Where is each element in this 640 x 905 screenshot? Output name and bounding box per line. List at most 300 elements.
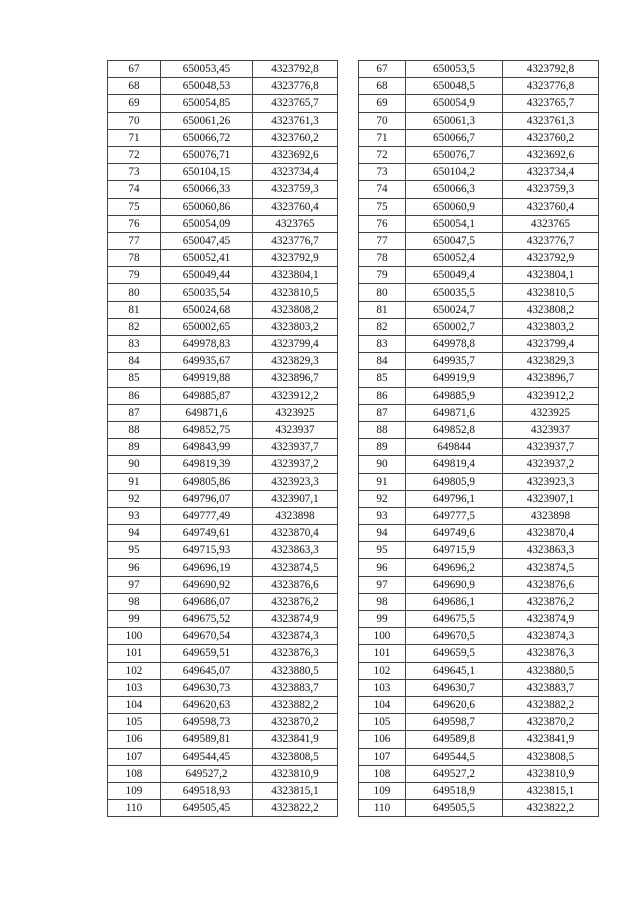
y-coordinate-cell: 4323870,2 — [253, 714, 338, 731]
point-number-cell: 100 — [359, 628, 406, 645]
x-coordinate-cell: 650066,33 — [161, 181, 253, 198]
x-coordinate-cell: 649659,51 — [161, 645, 253, 662]
table-row — [359, 473, 599, 490]
point-number-cell: 98 — [359, 593, 406, 610]
x-coordinate-cell: 649544,5 — [406, 748, 503, 765]
table-row — [108, 765, 338, 782]
x-coordinate-cell: 650024,68 — [161, 301, 253, 318]
coordinates-table-right-body — [359, 61, 599, 817]
x-coordinate-cell: 649749,6 — [406, 525, 503, 542]
y-coordinate-cell: 4323734,4 — [253, 164, 338, 181]
point-number-cell: 89 — [359, 439, 406, 456]
y-coordinate-cell: 4323765 — [253, 215, 338, 232]
table-row — [108, 593, 338, 610]
table-row — [359, 146, 599, 163]
table-row — [108, 439, 338, 456]
y-coordinate-cell: 4323874,3 — [503, 628, 599, 645]
point-number-cell: 78 — [108, 250, 161, 267]
point-number-cell: 94 — [108, 525, 161, 542]
x-coordinate-cell: 650054,09 — [161, 215, 253, 232]
y-coordinate-cell: 4323765 — [503, 215, 599, 232]
y-coordinate-cell: 4323841,9 — [503, 731, 599, 748]
point-number-cell: 102 — [359, 662, 406, 679]
table-row — [359, 318, 599, 335]
table-row — [108, 387, 338, 404]
x-coordinate-cell: 650061,26 — [161, 112, 253, 129]
x-coordinate-cell: 649796,1 — [406, 490, 503, 507]
table-row — [359, 421, 599, 438]
x-coordinate-cell: 649645,07 — [161, 662, 253, 679]
table-row — [359, 696, 599, 713]
x-coordinate-cell: 650066,72 — [161, 129, 253, 146]
x-coordinate-cell: 649805,9 — [406, 473, 503, 490]
y-coordinate-cell: 4323896,7 — [253, 370, 338, 387]
y-coordinate-cell: 4323765,7 — [253, 95, 338, 112]
y-coordinate-cell: 4323808,5 — [253, 748, 338, 765]
y-coordinate-cell: 4323810,5 — [503, 284, 599, 301]
y-coordinate-cell: 4323898 — [503, 507, 599, 524]
table-row — [108, 696, 338, 713]
point-number-cell: 80 — [359, 284, 406, 301]
y-coordinate-cell: 4323912,2 — [503, 387, 599, 404]
table-row — [359, 267, 599, 284]
point-number-cell: 100 — [108, 628, 161, 645]
y-coordinate-cell: 4323776,7 — [253, 232, 338, 249]
point-number-cell: 110 — [108, 800, 161, 817]
x-coordinate-cell: 649844 — [406, 439, 503, 456]
point-number-cell: 73 — [108, 164, 161, 181]
point-number-cell: 70 — [359, 112, 406, 129]
x-coordinate-cell: 650047,5 — [406, 232, 503, 249]
table-row — [108, 731, 338, 748]
y-coordinate-cell: 4323734,4 — [503, 164, 599, 181]
x-coordinate-cell: 650054,1 — [406, 215, 503, 232]
x-coordinate-cell: 650054,85 — [161, 95, 253, 112]
x-coordinate-cell: 649819,4 — [406, 456, 503, 473]
table-row — [359, 301, 599, 318]
point-number-cell: 95 — [108, 542, 161, 559]
table-row — [108, 95, 338, 112]
x-coordinate-cell: 649686,07 — [161, 593, 253, 610]
point-number-cell: 88 — [359, 421, 406, 438]
point-number-cell: 86 — [359, 387, 406, 404]
x-coordinate-cell: 649675,52 — [161, 611, 253, 628]
table-row — [359, 748, 599, 765]
x-coordinate-cell: 649670,5 — [406, 628, 503, 645]
y-coordinate-cell: 4323870,2 — [503, 714, 599, 731]
x-coordinate-cell: 649659,5 — [406, 645, 503, 662]
y-coordinate-cell: 4323804,1 — [253, 267, 338, 284]
table-row — [108, 61, 338, 78]
y-coordinate-cell: 4323815,1 — [253, 782, 338, 799]
point-number-cell: 97 — [359, 576, 406, 593]
x-coordinate-cell: 649518,9 — [406, 782, 503, 799]
point-number-cell: 68 — [359, 78, 406, 95]
y-coordinate-cell: 4323692,6 — [253, 146, 338, 163]
table-row — [108, 164, 338, 181]
y-coordinate-cell: 4323815,1 — [503, 782, 599, 799]
y-coordinate-cell: 4323896,7 — [503, 370, 599, 387]
point-number-cell: 91 — [108, 473, 161, 490]
point-number-cell: 86 — [108, 387, 161, 404]
y-coordinate-cell: 4323822,2 — [253, 800, 338, 817]
table-row — [108, 78, 338, 95]
y-coordinate-cell: 4323880,5 — [253, 662, 338, 679]
table-row — [108, 576, 338, 593]
point-number-cell: 77 — [359, 232, 406, 249]
x-coordinate-cell: 649777,5 — [406, 507, 503, 524]
y-coordinate-cell: 4323876,6 — [503, 576, 599, 593]
table-row — [359, 765, 599, 782]
x-coordinate-cell: 649871,6 — [161, 404, 253, 421]
point-number-cell: 98 — [108, 593, 161, 610]
x-coordinate-cell: 649852,8 — [406, 421, 503, 438]
y-coordinate-cell: 4323829,3 — [253, 353, 338, 370]
x-coordinate-cell: 650024,7 — [406, 301, 503, 318]
point-number-cell: 68 — [108, 78, 161, 95]
point-number-cell: 89 — [108, 439, 161, 456]
x-coordinate-cell: 650060,86 — [161, 198, 253, 215]
x-coordinate-cell: 649696,19 — [161, 559, 253, 576]
x-coordinate-cell: 649675,5 — [406, 611, 503, 628]
table-row — [359, 164, 599, 181]
point-number-cell: 93 — [359, 507, 406, 524]
y-coordinate-cell: 4323792,9 — [253, 250, 338, 267]
x-coordinate-cell: 649777,49 — [161, 507, 253, 524]
table-row — [108, 473, 338, 490]
x-coordinate-cell: 649715,93 — [161, 542, 253, 559]
x-coordinate-cell: 649645,1 — [406, 662, 503, 679]
point-number-cell: 76 — [359, 215, 406, 232]
table-row — [359, 61, 599, 78]
x-coordinate-cell: 650048,53 — [161, 78, 253, 95]
point-number-cell: 105 — [108, 714, 161, 731]
x-coordinate-cell: 649598,7 — [406, 714, 503, 731]
x-coordinate-cell: 649589,8 — [406, 731, 503, 748]
table-row — [359, 387, 599, 404]
x-coordinate-cell: 649843,99 — [161, 439, 253, 456]
table-row — [108, 714, 338, 731]
x-coordinate-cell: 650054,9 — [406, 95, 503, 112]
point-number-cell: 92 — [359, 490, 406, 507]
table-row — [108, 800, 338, 817]
y-coordinate-cell: 4323760,2 — [253, 129, 338, 146]
y-coordinate-cell: 4323907,1 — [503, 490, 599, 507]
y-coordinate-cell: 4323863,3 — [503, 542, 599, 559]
y-coordinate-cell: 4323912,2 — [253, 387, 338, 404]
table-row — [359, 370, 599, 387]
point-number-cell: 87 — [359, 404, 406, 421]
table-row — [108, 490, 338, 507]
point-number-cell: 90 — [108, 456, 161, 473]
y-coordinate-cell: 4323792,8 — [253, 61, 338, 78]
x-coordinate-cell: 649690,92 — [161, 576, 253, 593]
y-coordinate-cell: 4323925 — [503, 404, 599, 421]
table-row — [359, 198, 599, 215]
table-row — [108, 748, 338, 765]
point-number-cell: 83 — [359, 336, 406, 353]
y-coordinate-cell: 4323760,2 — [503, 129, 599, 146]
table-row — [108, 370, 338, 387]
point-number-cell: 94 — [359, 525, 406, 542]
x-coordinate-cell: 650002,65 — [161, 318, 253, 335]
table-row — [108, 645, 338, 662]
y-coordinate-cell: 4323907,1 — [253, 490, 338, 507]
x-coordinate-cell: 649544,45 — [161, 748, 253, 765]
point-number-cell: 91 — [359, 473, 406, 490]
y-coordinate-cell: 4323776,8 — [503, 78, 599, 95]
point-number-cell: 92 — [108, 490, 161, 507]
y-coordinate-cell: 4323876,6 — [253, 576, 338, 593]
point-number-cell: 110 — [359, 800, 406, 817]
point-number-cell: 99 — [108, 611, 161, 628]
y-coordinate-cell: 4323799,4 — [503, 336, 599, 353]
y-coordinate-cell: 4323937,2 — [503, 456, 599, 473]
point-number-cell: 88 — [108, 421, 161, 438]
x-coordinate-cell: 649630,7 — [406, 679, 503, 696]
y-coordinate-cell: 4323874,9 — [253, 611, 338, 628]
y-coordinate-cell: 4323876,3 — [253, 645, 338, 662]
x-coordinate-cell: 650052,41 — [161, 250, 253, 267]
table-row — [108, 421, 338, 438]
y-coordinate-cell: 4323923,3 — [503, 473, 599, 490]
x-coordinate-cell: 650052,4 — [406, 250, 503, 267]
x-coordinate-cell: 650002,7 — [406, 318, 503, 335]
table-row — [359, 250, 599, 267]
x-coordinate-cell: 649686,1 — [406, 593, 503, 610]
point-number-cell: 76 — [108, 215, 161, 232]
x-coordinate-cell: 649630,73 — [161, 679, 253, 696]
table-row — [359, 507, 599, 524]
point-number-cell: 79 — [359, 267, 406, 284]
x-coordinate-cell: 649505,5 — [406, 800, 503, 817]
table-row — [108, 525, 338, 542]
table-row — [359, 611, 599, 628]
table-row — [108, 353, 338, 370]
point-number-cell: 87 — [108, 404, 161, 421]
x-coordinate-cell: 649589,81 — [161, 731, 253, 748]
y-coordinate-cell: 4323937 — [503, 421, 599, 438]
x-coordinate-cell: 650076,7 — [406, 146, 503, 163]
x-coordinate-cell: 649885,9 — [406, 387, 503, 404]
x-coordinate-cell: 649919,88 — [161, 370, 253, 387]
point-number-cell: 105 — [359, 714, 406, 731]
table-row — [359, 215, 599, 232]
x-coordinate-cell: 649527,2 — [406, 765, 503, 782]
y-coordinate-cell: 4323810,5 — [253, 284, 338, 301]
point-number-cell: 75 — [359, 198, 406, 215]
coordinates-table-right — [358, 60, 599, 817]
table-row — [108, 112, 338, 129]
table-row — [359, 456, 599, 473]
x-coordinate-cell: 649935,7 — [406, 353, 503, 370]
y-coordinate-cell: 4323804,1 — [503, 267, 599, 284]
y-coordinate-cell: 4323863,3 — [253, 542, 338, 559]
point-number-cell: 101 — [359, 645, 406, 662]
table-row — [108, 318, 338, 335]
y-coordinate-cell: 4323841,9 — [253, 731, 338, 748]
coordinates-table-left-body — [108, 61, 338, 817]
point-number-cell: 85 — [359, 370, 406, 387]
y-coordinate-cell: 4323810,9 — [503, 765, 599, 782]
point-number-cell: 108 — [359, 765, 406, 782]
y-coordinate-cell: 4323760,4 — [503, 198, 599, 215]
point-number-cell: 84 — [108, 353, 161, 370]
y-coordinate-cell: 4323923,3 — [253, 473, 338, 490]
point-number-cell: 82 — [359, 318, 406, 335]
x-coordinate-cell: 650076,71 — [161, 146, 253, 163]
y-coordinate-cell: 4323883,7 — [253, 679, 338, 696]
y-coordinate-cell: 4323882,2 — [503, 696, 599, 713]
table-row — [359, 336, 599, 353]
point-number-cell: 79 — [108, 267, 161, 284]
x-coordinate-cell: 650053,5 — [406, 61, 503, 78]
point-number-cell: 97 — [108, 576, 161, 593]
x-coordinate-cell: 649670,54 — [161, 628, 253, 645]
point-number-cell: 103 — [108, 679, 161, 696]
y-coordinate-cell: 4323761,3 — [253, 112, 338, 129]
point-number-cell: 69 — [108, 95, 161, 112]
table-row — [359, 490, 599, 507]
x-coordinate-cell: 649819,39 — [161, 456, 253, 473]
table-row — [359, 78, 599, 95]
y-coordinate-cell: 4323874,5 — [503, 559, 599, 576]
point-number-cell: 106 — [359, 731, 406, 748]
table-row — [359, 542, 599, 559]
point-number-cell: 70 — [108, 112, 161, 129]
x-coordinate-cell: 649749,61 — [161, 525, 253, 542]
point-number-cell: 71 — [359, 129, 406, 146]
point-number-cell: 83 — [108, 336, 161, 353]
point-number-cell: 106 — [108, 731, 161, 748]
table-row — [359, 181, 599, 198]
table-row — [108, 611, 338, 628]
table-row — [359, 714, 599, 731]
point-number-cell: 77 — [108, 232, 161, 249]
table-row — [359, 782, 599, 799]
x-coordinate-cell: 650104,15 — [161, 164, 253, 181]
point-number-cell: 72 — [108, 146, 161, 163]
table-row — [359, 645, 599, 662]
table-row — [359, 679, 599, 696]
y-coordinate-cell: 4323874,9 — [503, 611, 599, 628]
x-coordinate-cell: 650053,45 — [161, 61, 253, 78]
x-coordinate-cell: 649935,67 — [161, 353, 253, 370]
y-coordinate-cell: 4323870,4 — [253, 525, 338, 542]
x-coordinate-cell: 650035,5 — [406, 284, 503, 301]
y-coordinate-cell: 4323880,5 — [503, 662, 599, 679]
table-row — [359, 112, 599, 129]
y-coordinate-cell: 4323870,4 — [503, 525, 599, 542]
point-number-cell: 81 — [108, 301, 161, 318]
point-number-cell: 67 — [108, 61, 161, 78]
y-coordinate-cell: 4323925 — [253, 404, 338, 421]
x-coordinate-cell: 649796,07 — [161, 490, 253, 507]
y-coordinate-cell: 4323874,3 — [253, 628, 338, 645]
table-row — [359, 95, 599, 112]
table-row — [108, 129, 338, 146]
y-coordinate-cell: 4323822,2 — [503, 800, 599, 817]
point-number-cell: 109 — [359, 782, 406, 799]
x-coordinate-cell: 649505,45 — [161, 800, 253, 817]
x-coordinate-cell: 649885,87 — [161, 387, 253, 404]
x-coordinate-cell: 649690,9 — [406, 576, 503, 593]
y-coordinate-cell: 4323874,5 — [253, 559, 338, 576]
table-row — [359, 439, 599, 456]
table-row — [108, 782, 338, 799]
table-row — [359, 559, 599, 576]
table-row — [108, 662, 338, 679]
point-number-cell: 101 — [108, 645, 161, 662]
point-number-cell: 107 — [108, 748, 161, 765]
y-coordinate-cell: 4323808,2 — [503, 301, 599, 318]
table-row — [359, 628, 599, 645]
y-coordinate-cell: 4323761,3 — [503, 112, 599, 129]
table-row — [108, 456, 338, 473]
point-number-cell: 85 — [108, 370, 161, 387]
x-coordinate-cell: 650048,5 — [406, 78, 503, 95]
point-number-cell: 104 — [359, 696, 406, 713]
x-coordinate-cell: 650049,44 — [161, 267, 253, 284]
x-coordinate-cell: 649620,6 — [406, 696, 503, 713]
point-number-cell: 107 — [359, 748, 406, 765]
y-coordinate-cell: 4323937,7 — [253, 439, 338, 456]
x-coordinate-cell: 649598,73 — [161, 714, 253, 731]
y-coordinate-cell: 4323898 — [253, 507, 338, 524]
y-coordinate-cell: 4323759,3 — [503, 181, 599, 198]
table-row — [108, 679, 338, 696]
table-row — [108, 198, 338, 215]
x-coordinate-cell: 650061,3 — [406, 112, 503, 129]
table-row — [108, 542, 338, 559]
point-number-cell: 109 — [108, 782, 161, 799]
y-coordinate-cell: 4323937,2 — [253, 456, 338, 473]
point-number-cell: 67 — [359, 61, 406, 78]
x-coordinate-cell: 649919,9 — [406, 370, 503, 387]
point-number-cell: 80 — [108, 284, 161, 301]
x-coordinate-cell: 649620,63 — [161, 696, 253, 713]
y-coordinate-cell: 4323937 — [253, 421, 338, 438]
table-row — [108, 301, 338, 318]
point-number-cell: 99 — [359, 611, 406, 628]
y-coordinate-cell: 4323792,8 — [503, 61, 599, 78]
x-coordinate-cell: 650060,9 — [406, 198, 503, 215]
point-number-cell: 82 — [108, 318, 161, 335]
x-coordinate-cell: 649978,8 — [406, 336, 503, 353]
y-coordinate-cell: 4323776,8 — [253, 78, 338, 95]
table-row — [359, 576, 599, 593]
table-row — [108, 250, 338, 267]
y-coordinate-cell: 4323760,4 — [253, 198, 338, 215]
x-coordinate-cell: 649527,2 — [161, 765, 253, 782]
point-number-cell: 95 — [359, 542, 406, 559]
point-number-cell: 90 — [359, 456, 406, 473]
point-number-cell: 96 — [359, 559, 406, 576]
y-coordinate-cell: 4323692,6 — [503, 146, 599, 163]
point-number-cell: 73 — [359, 164, 406, 181]
table-row — [359, 284, 599, 301]
point-number-cell: 74 — [359, 181, 406, 198]
point-number-cell: 81 — [359, 301, 406, 318]
y-coordinate-cell: 4323829,3 — [503, 353, 599, 370]
coordinates-table-left — [107, 60, 338, 817]
point-number-cell: 78 — [359, 250, 406, 267]
y-coordinate-cell: 4323876,2 — [503, 593, 599, 610]
y-coordinate-cell: 4323765,7 — [503, 95, 599, 112]
x-coordinate-cell: 649518,93 — [161, 782, 253, 799]
y-coordinate-cell: 4323803,2 — [503, 318, 599, 335]
x-coordinate-cell: 650066,7 — [406, 129, 503, 146]
